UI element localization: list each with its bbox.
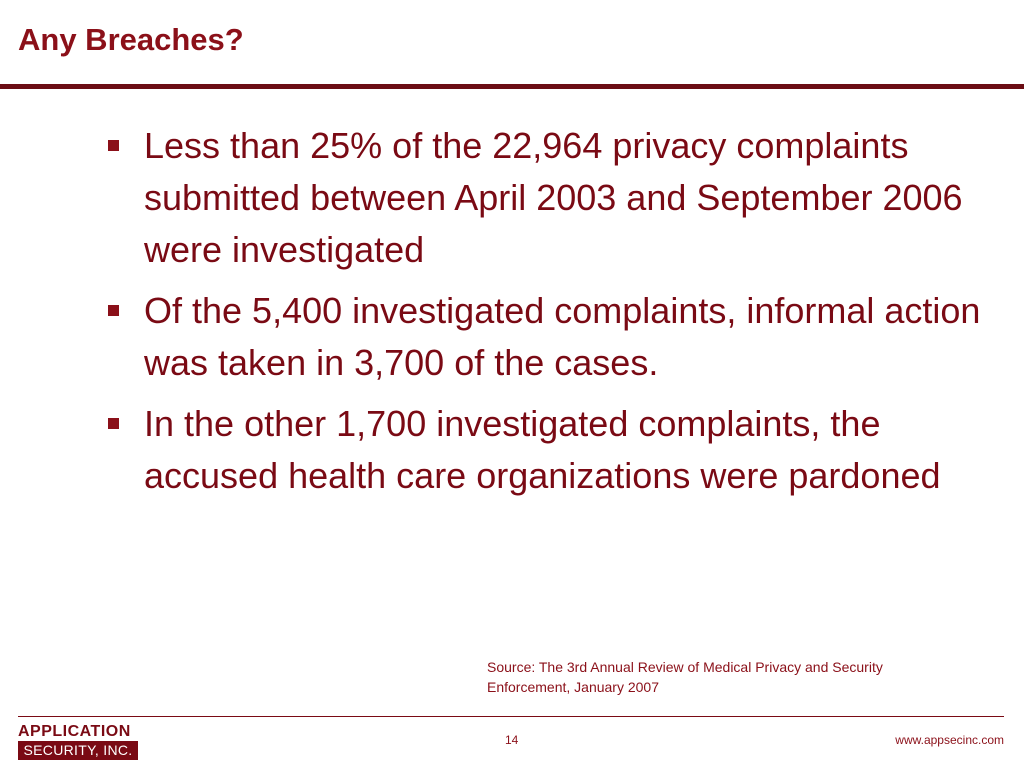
square-bullet-icon — [108, 140, 119, 151]
page-number: 14 — [505, 733, 519, 747]
square-bullet-icon — [108, 305, 119, 316]
bullet-item — [108, 285, 1008, 389]
footer-divider — [18, 716, 1004, 717]
slide-title: Any Breaches? — [18, 22, 244, 57]
bullet-list — [108, 120, 1008, 511]
bullet-text: Less than 25% of the 22,964 privacy complaints submitted between April 2003 and September 2006 were investigated — [144, 125, 963, 270]
logo-text-top: APPLICATION — [18, 723, 131, 740]
bullet-text: In the other 1,700 investigated complaints, the accused health care organizations were pardoned — [144, 403, 941, 496]
title-divider — [0, 84, 1024, 89]
square-bullet-icon — [108, 418, 119, 429]
source-line: Enforcement, January 2007 — [487, 679, 659, 695]
source-citation — [487, 657, 987, 697]
bullet-item — [108, 398, 1008, 502]
bullet-text: Of the 5,400 investigated complaints, informal action was taken in 3,700 of the cases. — [144, 290, 981, 383]
company-logo — [18, 724, 140, 760]
source-line: Source: The 3rd Annual Review of Medical Privacy and Security — [487, 659, 883, 675]
bullet-item — [108, 120, 1008, 276]
website-url: www.appsecinc.com — [895, 733, 1004, 747]
logo-text-bottom: SECURITY, INC. — [18, 741, 138, 760]
